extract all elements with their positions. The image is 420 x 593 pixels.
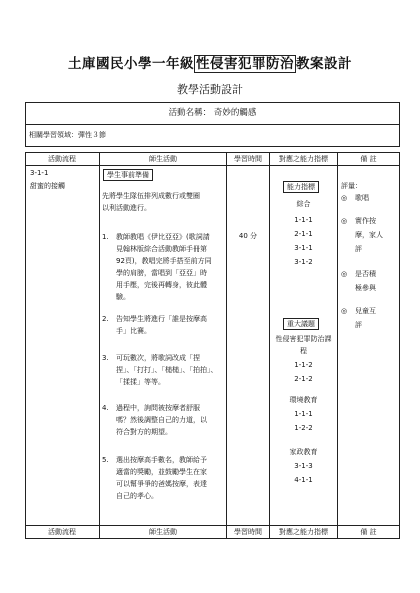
header-time: 學習時間 <box>234 155 262 163</box>
footer-flow: 活動流程 <box>48 528 76 536</box>
env-edu-code: 1-2-2 <box>294 424 313 432</box>
header-indicator: 對應之能力指標 <box>279 155 328 163</box>
step-line: 可以幫爭爭的爸媽按摩，表達 <box>116 480 207 488</box>
env-edu-heading: 環境教育 <box>289 396 318 404</box>
indicator-code: 1-1-1 <box>294 216 313 224</box>
document-title <box>0 52 420 72</box>
step-line: 可玩數次，將歌詞改成「捏 <box>116 354 200 362</box>
assessment-heading: 評量： <box>341 182 362 190</box>
step-line: 告知學生將進行「誰是按摩高 <box>116 315 207 323</box>
home-edu-code: 3-1-3 <box>294 462 313 470</box>
prep-line-2: 以利活動進行。 <box>102 204 151 212</box>
issue-heading-line: 性侵害犯罪防治課 <box>275 335 332 343</box>
issue-heading-line: 程 <box>300 347 307 355</box>
indicator-label: 能力指標 <box>283 181 319 193</box>
col-divider-2 <box>226 152 227 539</box>
note-line: 摩，家人 <box>355 231 383 239</box>
step-line: 嗎？然後調整自己的力道，以 <box>116 416 207 424</box>
activity-code: 3-1-1 <box>30 169 49 177</box>
step-number: 2. <box>102 315 109 323</box>
step-number: 4. <box>102 404 109 412</box>
step-line: 捏」、「打打」、「槌槌」、「拍拍」、 <box>116 366 218 374</box>
note-line: 兒童互 <box>355 307 376 315</box>
note-line: 是否積 <box>355 270 376 278</box>
note-mark: ◎ <box>341 270 348 278</box>
step-line: 92頁)，教唱完將手搭至前方同 <box>116 257 212 265</box>
indicator-code: 2-1-1 <box>294 230 313 238</box>
header-divider <box>25 124 400 125</box>
indicator-code: 3-1-2 <box>294 258 313 266</box>
step-line: 驗。 <box>116 293 130 301</box>
prep-line-1: 先將學生隊伍排列成數行或雙圈 <box>102 192 200 200</box>
footer-note: 備 註 <box>360 528 377 536</box>
issue-code: 2-1-2 <box>294 375 313 383</box>
env-edu-code: 1-1-1 <box>294 410 313 418</box>
title-suffix: 教案設計 <box>296 56 352 72</box>
table-bottom-border <box>25 538 400 539</box>
step-line: 適當的獎勵，並鼓勵學生在家 <box>116 468 207 476</box>
table-left-border <box>25 152 26 539</box>
note-mark: ◎ <box>341 194 348 202</box>
document-subtitle: 教學活動設計 <box>177 83 243 96</box>
header-note: 備 註 <box>360 155 377 163</box>
learning-time: 40 分 <box>238 232 258 240</box>
table-top-border <box>25 152 400 153</box>
step-line: 過程中，詢問被按摩者舒服 <box>116 404 200 412</box>
step-number: 5. <box>102 456 109 464</box>
home-edu-heading: 家政教育 <box>289 448 318 456</box>
footer-indicator: 對應之能力指標 <box>279 528 328 536</box>
title-boxed-topic: 性侵害犯罪防治 <box>196 56 294 72</box>
col-divider-1 <box>99 152 100 539</box>
table-right-border <box>399 152 400 539</box>
step-line: 符合對方的期望。 <box>116 428 172 436</box>
activity-name: 活動名稱： 奇妙的觸感 <box>168 108 257 118</box>
step-line: 「揉揉」等等。 <box>116 378 165 386</box>
note-mark: ◎ <box>341 217 348 225</box>
note-line: 評 <box>355 245 362 253</box>
activity-section-name: 甜蜜的接觸 <box>30 182 65 190</box>
indicator-code: 3-1-1 <box>294 244 313 252</box>
step-line: 自己的孝心。 <box>116 492 158 500</box>
note-line: 實作按 <box>355 217 376 225</box>
footer-time: 學習時間 <box>234 528 262 536</box>
header-teacher-student: 師生活動 <box>149 155 177 163</box>
note-mark: ◎ <box>341 307 348 315</box>
note-line: 評 <box>355 321 362 329</box>
step-line: 教師教唱《伊比亞亞》(歌詞請 <box>116 233 210 241</box>
footer-teacher-student: 師生活動 <box>149 528 177 536</box>
issue-code: 1-1-2 <box>294 361 313 369</box>
note-line: 極參與 <box>355 284 376 292</box>
learning-field: 相關學習領域：彈性３節 <box>29 131 106 139</box>
step-number: 3. <box>102 354 109 362</box>
issue-label: 重大議題 <box>283 318 319 330</box>
step-line: 學的肩膀，當唱到「亞亞」時 <box>116 269 207 277</box>
table-body-bottom <box>25 525 400 526</box>
step-line: 用手壓，完後再轉身，彼此體 <box>116 281 207 289</box>
header-flow: 活動流程 <box>48 155 76 163</box>
indicator-heading-integrated: 綜合 <box>296 200 311 208</box>
note-line: 歌唱 <box>355 194 369 202</box>
step-line: 手」比賽。 <box>116 327 151 335</box>
step-line: 選出按摩高手數名，教師給予 <box>116 456 207 464</box>
step-number: 1. <box>102 233 109 241</box>
prep-label: 學生事前準備 <box>103 169 153 181</box>
home-edu-code: 4-1-1 <box>294 476 313 484</box>
col-divider-4 <box>337 152 338 539</box>
step-line: 見翰林版綜合活動教師手冊第 <box>116 245 207 253</box>
title-prefix: 土庫國民小學一年級 <box>68 56 194 72</box>
table-header-bottom <box>25 165 400 166</box>
